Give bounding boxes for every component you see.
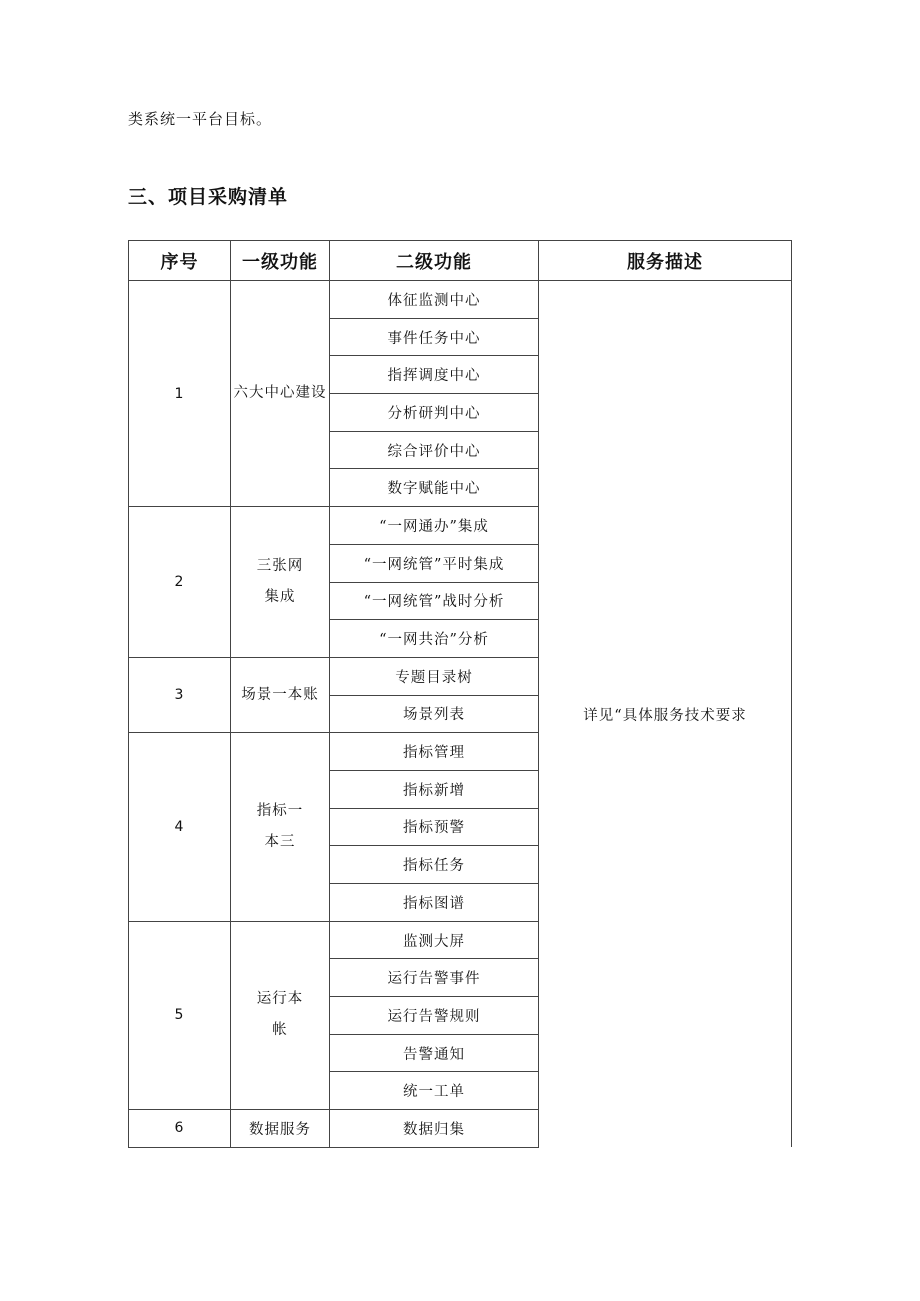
secondary-function-cell: 综合评价中心	[330, 431, 539, 469]
secondary-function-cell: 指标任务	[330, 846, 539, 884]
intro-paragraph: 类系统一平台目标。	[128, 110, 273, 128]
table-row	[129, 281, 792, 319]
secondary-function-cell: 监测大屏	[330, 921, 539, 959]
secondary-function-cell: 专题目录树	[330, 657, 539, 695]
secondary-function-cell: 指标新增	[330, 770, 539, 808]
seq-cell: 1	[129, 281, 231, 507]
secondary-function-cell: 运行告警事件	[330, 959, 539, 997]
secondary-function-cell: 告警通知	[330, 1034, 539, 1072]
secondary-function-cell: “一网通办”集成	[330, 507, 539, 545]
secondary-function-cell: 数据归集	[330, 1110, 539, 1148]
primary-function-cell: 指标一本三	[231, 733, 330, 921]
seq-cell: 3	[129, 657, 231, 732]
secondary-function-cell: 数字赋能中心	[330, 469, 539, 507]
seq-cell: 2	[129, 507, 231, 658]
seq-cell: 4	[129, 733, 231, 921]
secondary-function-cell: 指标预警	[330, 808, 539, 846]
primary-function-cell: 运行本帐	[231, 921, 330, 1109]
secondary-function-cell: 统一工单	[330, 1072, 539, 1110]
secondary-function-cell: “一网共治”分析	[330, 620, 539, 658]
secondary-function-cell: 运行告警规则	[330, 997, 539, 1035]
header-secondary-function: 二级功能	[330, 241, 539, 281]
secondary-function-cell: 场景列表	[330, 695, 539, 733]
section-title: 三、项目采购清单	[128, 186, 289, 208]
secondary-function-cell: 体征监测中心	[330, 281, 539, 319]
header-service-description: 服务描述	[539, 241, 792, 281]
secondary-function-cell: 指挥调度中心	[330, 356, 539, 394]
primary-function-cell: 数据服务	[231, 1110, 330, 1148]
secondary-function-cell: 指标图谱	[330, 884, 539, 922]
procurement-table	[128, 240, 792, 1148]
primary-function-cell: 三张网集成	[231, 507, 330, 658]
secondary-function-cell: 指标管理	[330, 733, 539, 771]
table-header-row	[129, 241, 792, 281]
header-seq: 序号	[129, 241, 231, 281]
secondary-function-cell: “一网统管”战时分析	[330, 582, 539, 620]
primary-function-cell: 六大中心建设	[231, 281, 330, 507]
secondary-function-cell: 事件任务中心	[330, 318, 539, 356]
seq-cell: 6	[129, 1110, 231, 1148]
secondary-function-cell: “一网统管”平时集成	[330, 544, 539, 582]
seq-cell: 5	[129, 921, 231, 1109]
secondary-function-cell: 分析研判中心	[330, 394, 539, 432]
header-primary-function: 一级功能	[231, 241, 330, 281]
service-description-cell: 详见“具体服务技术要求	[539, 281, 792, 1148]
primary-function-cell: 场景一本账	[231, 657, 330, 732]
